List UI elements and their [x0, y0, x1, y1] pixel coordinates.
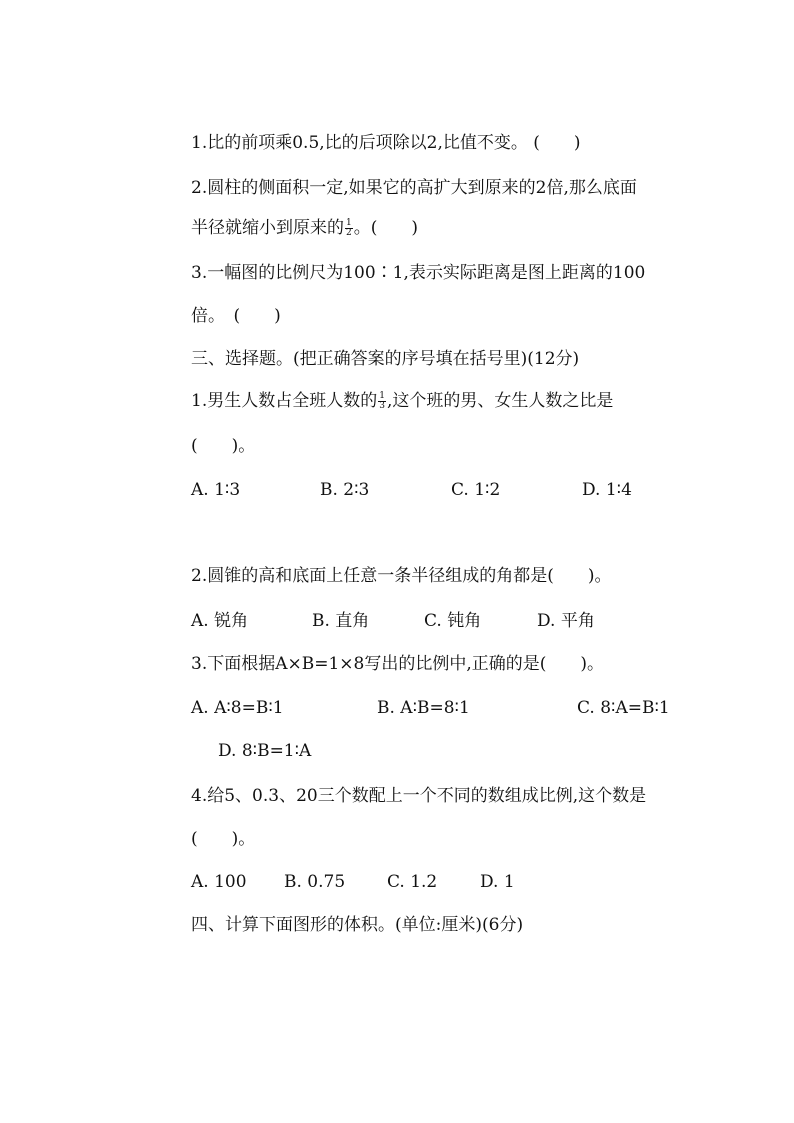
judge-question-2-blank: 。( )	[353, 218, 418, 238]
choice-question-4-line-2: ( )。	[191, 829, 256, 849]
choice-question-1-option-b: B. 2∶3	[320, 480, 370, 500]
choice-question-4-option-d: D. 1	[480, 872, 515, 892]
judge-question-1: 1.比的前项乘0.5,比的后项除以2,比值不变。 ( )	[191, 133, 581, 153]
choice-question-3-line-1: 3.下面根据A×B=1×8写出的比例中,正确的是( )。	[191, 654, 605, 674]
fraction-one-third	[378, 392, 386, 411]
fraction-denominator: 2	[346, 228, 352, 238]
section-3-heading: 三、选择题。(把正确答案的序号填在括号里)(12分)	[191, 349, 580, 369]
choice-question-2-option-c: C. 钝角	[424, 611, 482, 631]
choice-question-4-option-b: B. 0.75	[284, 872, 346, 892]
choice-question-3-option-b: B. A∶B=8∶1	[377, 698, 470, 718]
choice-question-3-option-a: A. A∶8=B∶1	[191, 698, 284, 718]
choice-question-2-option-d: D. 平角	[537, 611, 595, 631]
judge-question-3-line-2: 倍。 ( )	[191, 306, 281, 326]
choice-question-1-option-a: A. 1∶3	[191, 480, 241, 500]
choice-question-1-text: 1.男生人数占全班人数的	[191, 391, 378, 411]
choice-question-1-line-2: ( )。	[191, 436, 256, 456]
fraction-numerator: 1	[379, 391, 385, 401]
judge-question-2-line-1: 2.圆柱的侧面积一定,如果它的高扩大到原来的2倍,那么底面	[191, 178, 637, 198]
judge-question-3-line-1: 3.一幅图的比例尺为100∶1,表示实际距离是图上距离的100	[191, 263, 646, 283]
choice-question-4-line-1: 4.给5、0.3、20三个数配上一个不同的数组成比例,这个数是	[191, 786, 647, 806]
choice-question-1-line-1	[191, 390, 613, 412]
choice-question-4-option-c: C. 1.2	[387, 872, 438, 892]
fraction-denominator: 3	[379, 401, 385, 411]
choice-question-4-option-a: A. 100	[191, 872, 247, 892]
section-4-heading: 四、计算下面图形的体积。(单位:厘米)(6分)	[191, 915, 524, 935]
choice-question-1-option-c: C. 1∶2	[451, 480, 501, 500]
choice-question-2-line-1: 2.圆锥的高和底面上任意一条半径组成的角都是( )。	[191, 566, 612, 586]
choice-question-1-option-d: D. 1∶4	[582, 480, 632, 500]
fraction-one-half	[345, 219, 353, 238]
choice-question-2-option-b: B. 直角	[312, 611, 370, 631]
choice-question-3-option-c: C. 8∶A=B∶1	[577, 698, 670, 718]
choice-question-3-option-d: D. 8∶B=1∶A	[218, 741, 312, 761]
choice-question-1-text-end: ,这个班的男、女生人数之比是	[386, 391, 614, 411]
fraction-numerator: 1	[346, 218, 352, 228]
judge-question-2-line-2	[191, 217, 418, 239]
choice-question-2-option-a: A. 锐角	[191, 611, 249, 631]
judge-question-2-text: 半径就缩小到原来的	[191, 218, 344, 238]
